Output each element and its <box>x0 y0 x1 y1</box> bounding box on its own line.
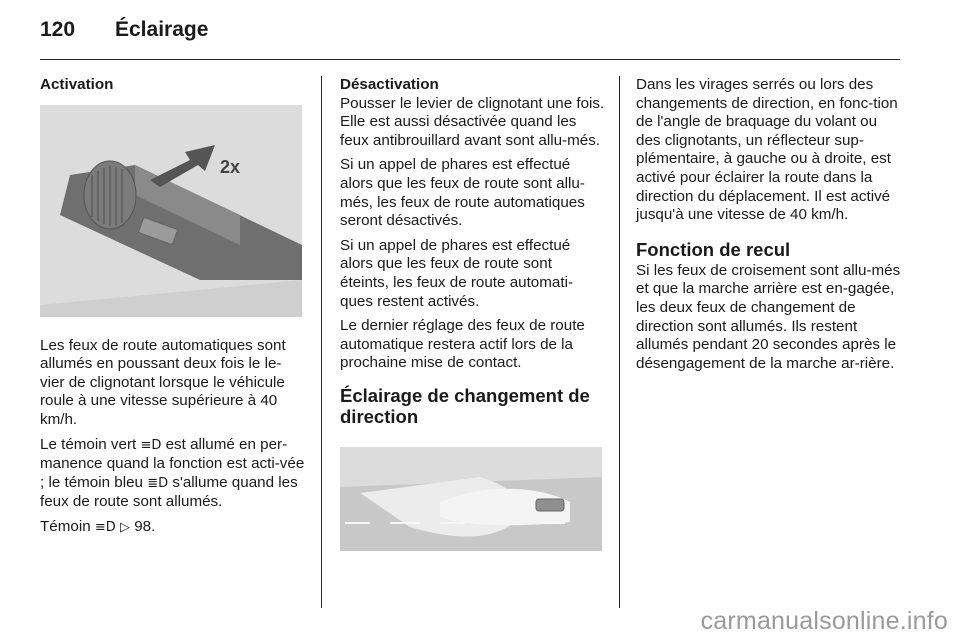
headlamp-icon <box>536 499 564 511</box>
section-heading-reverse-function: Fonction de recul <box>636 238 791 260</box>
section-heading-cornering-light: Éclairage de changement de direction <box>340 384 590 427</box>
lever-illustration <box>40 105 302 317</box>
page-number: 120 <box>40 18 76 41</box>
page-title: Éclairage <box>115 18 209 41</box>
high-beam-blue-icon: ≣D <box>147 475 169 491</box>
cornering-light-illustration <box>340 447 602 551</box>
watermark: carmanualsonline.info <box>700 607 948 635</box>
paragraph: Le témoin vert ≡D est allumé en per-manence quand la fonction est acti-vée ; le témoin bleu ≣D s'allume quand les feux de route sont allumés. <box>40 435 305 511</box>
paragraph: Pousser le levier de clignotant une fois. Elle est aussi désactivée quand les feux antibrouillard avant sont allu-més. <box>340 94 605 149</box>
paragraph: Témoin ≡D ▷ 98. <box>40 517 156 535</box>
section-heading-activation: Activation <box>40 76 114 93</box>
paragraph: Si les feux de croisement sont allu-més et que la marche arrière est en-gagée, les deux feux de changement de direction sont allumés. Ils restent allumés pendant 20 secondes après le désengagement de la marche ar-rière. <box>636 261 901 372</box>
column-1 <box>40 76 305 544</box>
column-2 <box>340 76 605 559</box>
paragraph: Si un appel de phares est effectué alors que les feux de route sont éteints, les feux de route automati-ques restent activés. <box>340 236 574 310</box>
page-reference-icon: ▷ <box>120 519 131 535</box>
section-heading-deactivation: Désactivation <box>340 76 439 93</box>
column-3 <box>636 76 904 379</box>
paragraph: Dans les virages serrés ou lors des changements de direction, en fonc-tion de l'angle de braquage du volant ou des clignotants, un réflecteur sup-plémentaire, à gauche ou à droite, est activé pour éclairer la route dans la direction du déplacement. Il est activé jusqu'à une vitesse de 40 km/h. <box>636 76 898 224</box>
high-beam-auto-green-icon: ≡D <box>140 437 162 453</box>
paragraph: Les feux de route automatiques sont allumés en poussant deux fois le le-vier de clignotant lorsque le véhicule roule à une vitesse supérieure à 40 km/h. <box>40 336 286 428</box>
high-beam-auto-icon: ≡D <box>94 519 116 535</box>
paragraph: Si un appel de phares est effectué alors que les feux de route sont allu-més, les feux de route automatiques seront désactivés. <box>340 156 585 230</box>
column-divider-2 <box>619 76 620 608</box>
figure-label: 2x <box>220 156 241 177</box>
paragraph: Le dernier réglage des feux de route automatique restera actif lors de la prochaine mise de contact. <box>340 317 585 372</box>
header-rule <box>40 59 900 60</box>
column-divider-1 <box>321 76 322 608</box>
